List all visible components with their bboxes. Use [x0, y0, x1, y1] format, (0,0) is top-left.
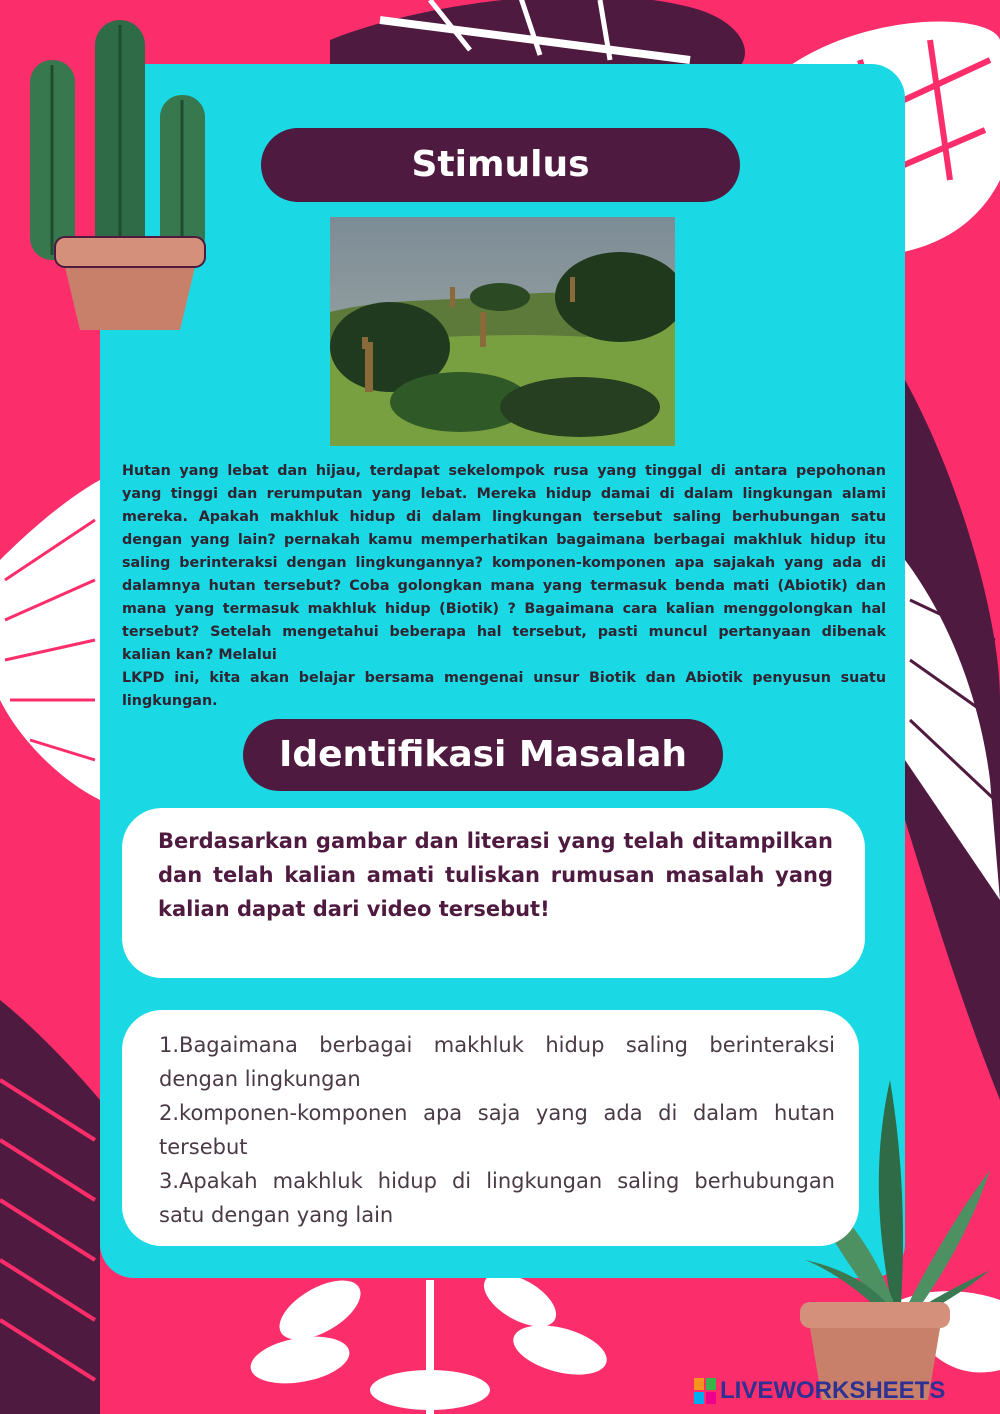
question-text: Berdasarkan gambar dan literasi yang telah ditampilkan dan telah kalian amati tuliskan rumusan masalah yang kalian dapat dari video tersebut! — [158, 829, 833, 921]
answer-item-1: 1.Bagaimana berbagai makhluk hidup saling berinteraksi dengan lingkungan — [159, 1033, 835, 1091]
stimulus-paragraph-2: LKPD ini, kita akan belajar bersama mengenai unsur Biotik dan Abiotik penyusun suatu lingkungan. — [122, 670, 886, 709]
liveworksheets-watermark — [694, 1374, 994, 1408]
identifikasi-masalah-title: Identifikasi Masalah — [243, 719, 723, 791]
dark-leaf-right — [905, 380, 1000, 1100]
question-box — [122, 808, 865, 978]
savanna-giraffes-photo — [330, 217, 675, 446]
stimulus-text — [122, 460, 886, 713]
answer-item-2: 2.komponen-komponen apa saja yang ada di dalam hutan tersebut — [159, 1101, 835, 1159]
cactus-plant-illustration — [20, 15, 220, 335]
white-leaves-bottom — [247, 1263, 612, 1414]
answer-box[interactable] — [122, 1010, 859, 1246]
stimulus-title: Stimulus — [261, 128, 740, 202]
watermark-text: LIVEWORKSHEETS — [720, 1377, 946, 1404]
stimulus-paragraph-1: Hutan yang lebat dan hijau, terdapat sekelompok rusa yang tinggal di antara pepohonan yang tinggi dan rerumputan yang lebat. Mereka hidup damai di dalam lingkungan alami mereka. Apakah makhluk hidup di dalam lingkungan tersebut saling berhubungan satu dengan yang lain? pernakah kamu memperhatikan bagaimana berbagai makhluk hidup itu saling berinteraksi dengan lingkungannya? komponen-komponen apa sajakah yang ada di dalamnya hutan tersebut? Coba golongkan mana yang termasuk benda mati (Abiotik) dan mana yang termasuk makhluk hidup (Biotik) ? Bagaimana cara kalian menggolongkan hal tersebut? Setelah mengetahui beberapa hal tersebut, pasti muncul pertanyaan dibenak kalian kan? Melalui — [122, 463, 886, 663]
white-leaf-left — [0, 480, 100, 800]
liveworksheets-logo-icon — [694, 1378, 716, 1404]
answer-item-3: 3.Apakah makhluk hidup di lingkungan saling berhubungan satu dengan yang lain — [159, 1169, 835, 1227]
answer-text — [159, 1028, 835, 1232]
dark-leaf-bottom-left — [0, 1000, 100, 1414]
